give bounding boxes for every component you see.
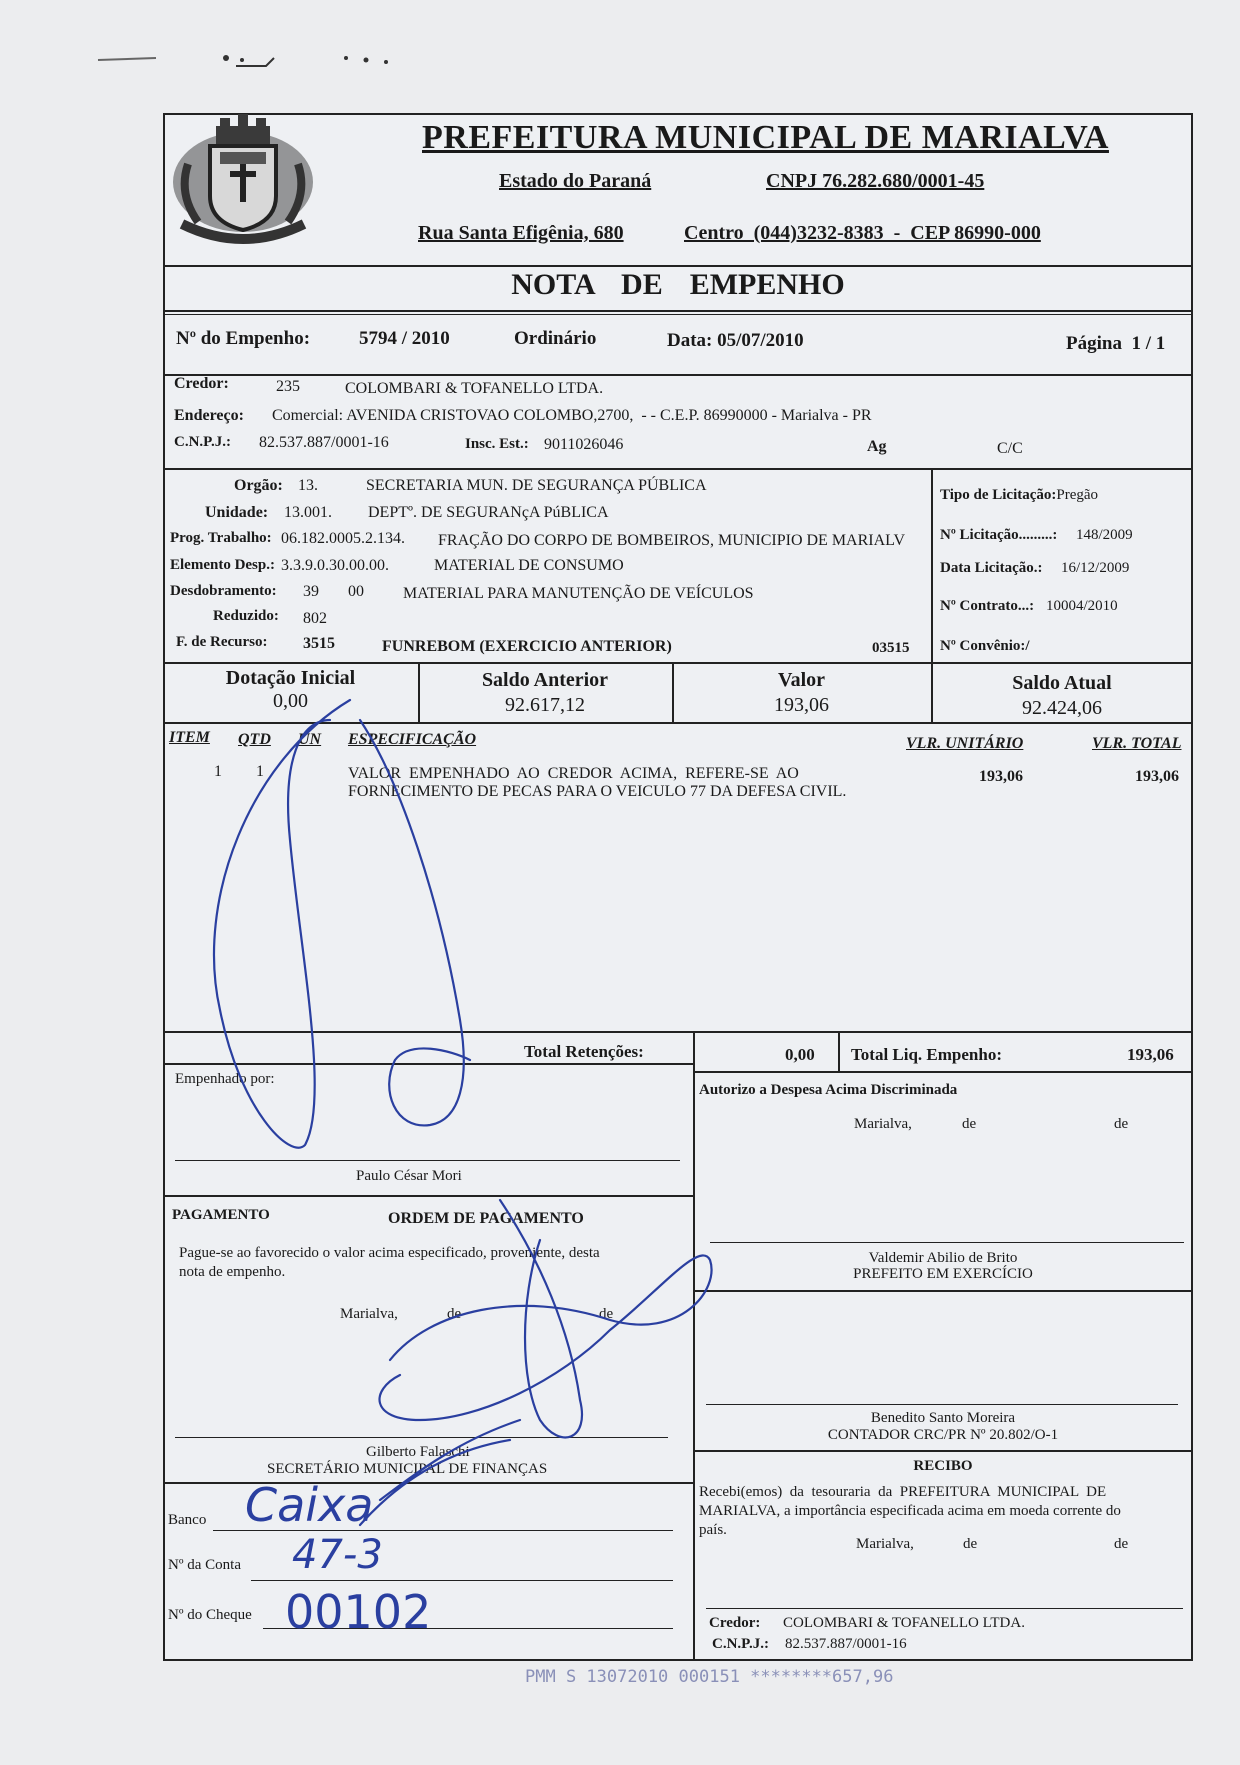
elemento-label: Elemento Desp.: (170, 557, 275, 573)
fonte-code: 3515 (303, 635, 335, 652)
contrato-label: Nº Contrato...: (940, 598, 1035, 614)
liq-empenho-label: Total Liq. Empenho: (851, 1045, 1002, 1064)
autograph-stroke (360, 1420, 520, 1525)
credor-name: COLOMBARI & TOFANELLO LTDA. (345, 380, 604, 397)
document-title: NOTA DE EMPENHO (511, 268, 845, 301)
liq-empenho-value: 193,06 (1127, 1045, 1174, 1064)
credor-label: Credor: (174, 375, 229, 392)
autograph-stroke (500, 1200, 582, 1437)
item-number: 1 (214, 763, 222, 780)
empenho-number: 5794 / 2010 (359, 328, 450, 349)
contador-name: Benedito Santo Moreira (870, 1410, 1016, 1426)
recibo-text-line3: país. (699, 1522, 727, 1538)
prog-code: 06.182.0005.2.134. (281, 530, 405, 547)
desdobramento-name: MATERIAL PARA MANUTENÇÃO DE VEÍCULOS (403, 585, 754, 602)
orgao-name: SECRETARIA MUN. DE SEGURANÇA PÚBLICA (366, 477, 707, 494)
recibo-credor-name: COLOMBARI & TOFANELLO LTDA. (783, 1615, 1025, 1631)
item-total-value: 193,06 (1135, 768, 1179, 785)
contrato-number: 10004/2010 (1046, 598, 1118, 614)
autorizo-place: Marialva, (854, 1116, 912, 1132)
empenho-number-label: Nº do Empenho: (176, 328, 311, 349)
cc-label: C/C (997, 440, 1023, 457)
credor-cnpj: 82.537.887/0001-16 (259, 434, 389, 451)
tipo-licitacao-value: Pregão (1056, 487, 1099, 503)
item-spec-line2: FORNECIMENTO DE PECAS PARA O VEICULO 77 DA DEFESA CIVIL. (348, 783, 847, 800)
fonte-number: 03515 (872, 640, 910, 656)
credor-code: 235 (276, 378, 300, 395)
insc-est: 9011026046 (544, 436, 624, 453)
saldo-atual-label: Saldo Atual (1012, 672, 1112, 694)
unidade-name: DEPTº. DE SEGURANçA PúBLICA (368, 504, 609, 521)
fonte-name: FUNREBOM (EXERCICIO ANTERIOR) (382, 638, 672, 655)
licitacao-number-label: Nº Licitação.........: (940, 527, 1058, 543)
item-col-header: ITEM (169, 729, 210, 746)
recibo-place: Marialva, (856, 1536, 914, 1552)
pagamento-de1: de (447, 1306, 462, 1322)
recibo-label: RECIBO (913, 1458, 973, 1474)
item-unit-value: 193,06 (979, 768, 1023, 785)
page-title: PREFEITURA MUNICIPAL DE MARIALVA (422, 119, 1109, 156)
autorizo-de2: de (1114, 1116, 1129, 1132)
prog-name: FRAÇÃO DO CORPO DE BOMBEIROS, MUNICIPIO DE MARIALV (438, 532, 906, 549)
licitacao-date: 16/12/2009 (1061, 560, 1130, 576)
recibo-cnpj-label: C.N.P.J.: (712, 1636, 769, 1652)
autograph-stroke (214, 700, 350, 1148)
tipo-licitacao: Tipo de Licitação:Pregão (940, 487, 1099, 503)
convenio-label: Nº Convênio:/ (940, 638, 1030, 654)
secretario-name: Gilberto Falaschi (366, 1444, 470, 1460)
valor-value: 193,06 (774, 694, 829, 716)
cnpj-label: C.N.P.J.: (174, 434, 231, 450)
ordem-pagamento-label: ORDEM DE PAGAMENTO (388, 1210, 584, 1227)
pagamento-text-line1: Pague-se ao favorecido o valor acima especificado, proveniente, desta (179, 1245, 600, 1261)
conta-handwritten: 47-3 (292, 1532, 383, 1578)
address-label: Endereço: (174, 407, 244, 424)
cheque-handwritten: 00102 (285, 1585, 432, 1639)
page-number: Página 1 / 1 (1066, 333, 1166, 354)
total-col-header: VLR. TOTAL (1092, 735, 1182, 752)
recibo-de2: de (1114, 1536, 1129, 1552)
recibo-de1: de (963, 1536, 978, 1552)
contact-info: Centro (044)3232-8383 - CEP 86990-000 (684, 222, 1041, 244)
insc-label: Insc. Est.: (465, 436, 529, 452)
retencoes-value: 0,00 (785, 1045, 815, 1064)
spec-col-header: ESPECIFICAÇÃO (348, 731, 477, 748)
un-col-header: UN (298, 731, 322, 748)
prog-label: Prog. Trabalho: (170, 530, 272, 546)
street-address: Rua Santa Efigênia, 680 (418, 222, 624, 244)
prefeito-name: Valdemir Abilio de Brito (868, 1250, 1018, 1266)
elemento-name: MATERIAL DE CONSUMO (434, 557, 624, 574)
orgao-label: Orgão: (234, 477, 283, 494)
protocol-stamp: PMM S 13072010 000151 ********657,96 (525, 1667, 894, 1687)
reduzido-code: 802 (303, 610, 327, 627)
licitacao-date-label: Data Licitação.: (940, 560, 1043, 576)
autorizo-label: Autorizo a Despesa Acima Discriminada (699, 1082, 958, 1098)
banco-label: Banco (168, 1512, 207, 1528)
elemento-code: 3.3.9.0.30.00.00. (281, 557, 389, 574)
dotacao-inicial-label: Dotação Inicial (225, 667, 356, 689)
saldo-atual-value: 92.424,06 (1022, 697, 1102, 719)
orgao-code: 13. (298, 477, 318, 494)
empenho-date: Data: 05/07/2010 (667, 330, 804, 351)
item-spec-line1: VALOR EMPENHADO AO CREDOR ACIMA, REFERE-SE AO (348, 765, 799, 782)
recibo-credor-label: Credor: (709, 1615, 761, 1631)
pagamento-label: PAGAMENTO (172, 1207, 270, 1223)
unidade-label: Unidade: (205, 504, 269, 521)
credor-address: Comercial: AVENIDA CRISTOVAO COLOMBO,2700, - - C.E.P. 86990000 - Marialva - PR (272, 407, 872, 424)
pagamento-de2: de (599, 1306, 614, 1322)
banco-handwritten: Caixa (245, 1478, 374, 1532)
conta-label: Nº da Conta (168, 1557, 241, 1573)
empenho-type: Ordinário (514, 328, 597, 349)
empenhado-label: Empenhado por: (175, 1071, 275, 1087)
unit-col-header: VLR. UNITÁRIO (906, 735, 1024, 752)
saldo-anterior-label: Saldo Anterior (481, 669, 609, 691)
prefeito-role: PREFEITO EM EXERCÍCIO (853, 1266, 1033, 1282)
unidade-code: 13.001. (284, 504, 332, 521)
recibo-text-line1: Recebi(emos) da tesouraria da PREFEITURA MUNICIPAL DE (699, 1484, 1107, 1500)
saldo-anterior-value: 92.617,12 (505, 694, 585, 716)
prefeitura-cnpj: CNPJ 76.282.680/0001-45 (766, 170, 985, 192)
desdobramento-label: Desdobramento: (170, 583, 277, 599)
fonte-label: F. de Recurso: (176, 634, 268, 650)
state-name: Estado do Paraná (499, 170, 652, 192)
pagamento-text-line2: nota de empenho. (179, 1264, 286, 1280)
desdobramento-code: 39 (303, 583, 319, 600)
pagamento-place: Marialva, (340, 1306, 398, 1322)
qtd-col-header: QTD (238, 731, 271, 748)
secretario-role: SECRETÁRIO MUNICIPAL DE FINANÇAS (267, 1461, 548, 1477)
ag-label: Ag (867, 438, 887, 455)
cheque-label: Nº do Cheque (168, 1607, 252, 1623)
recibo-text-line2: MARIALVA, a importância especificada acima em moeda corrente do (699, 1503, 1121, 1519)
item-qtd: 1 (256, 763, 264, 780)
valor-label: Valor (777, 669, 826, 691)
contador-role: CONTADOR CRC/PR Nº 20.802/O-1 (827, 1427, 1059, 1443)
licitacao-number: 148/2009 (1076, 527, 1133, 543)
empenhado-name: Paulo César Mori (356, 1168, 462, 1184)
retencoes-label: Total Retenções: (524, 1042, 644, 1061)
dotacao-inicial-value: 0,00 (273, 690, 308, 712)
autorizo-de1: de (962, 1116, 977, 1132)
reduzido-label: Reduzido: (213, 608, 279, 624)
desdobramento-sub: 00 (348, 583, 364, 600)
recibo-cnpj: 82.537.887/0001-16 (785, 1636, 907, 1652)
autograph-stroke (360, 720, 470, 1125)
